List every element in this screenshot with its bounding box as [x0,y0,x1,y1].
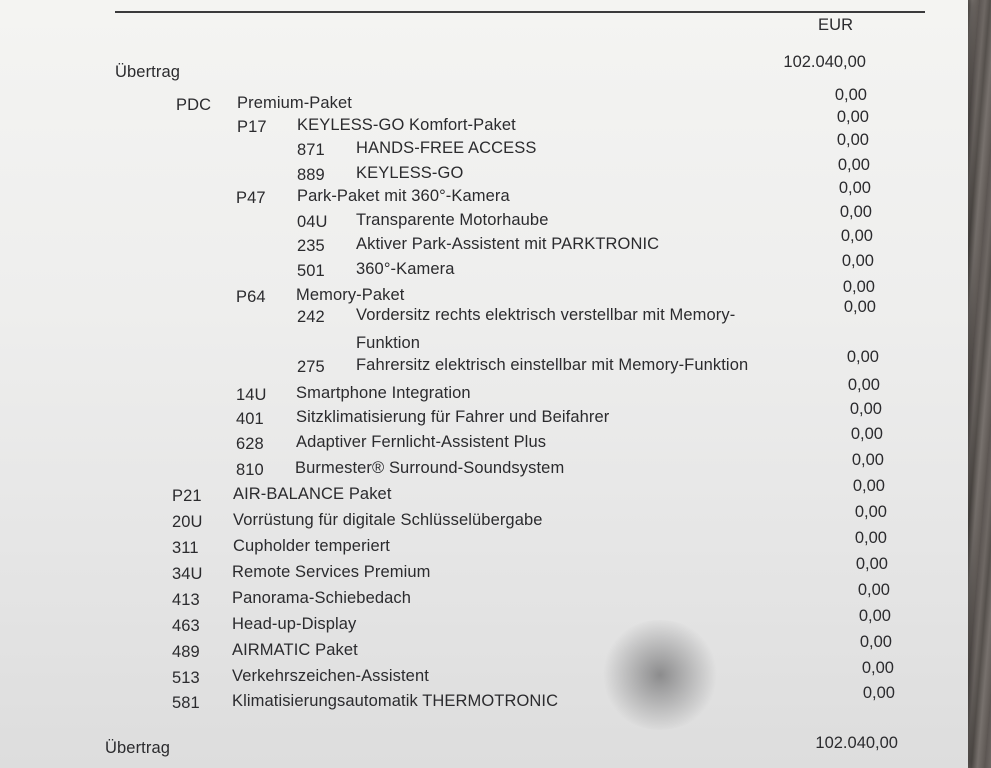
row-amount: 0,00 [834,86,867,104]
row-description: AIRMATIC Paket [232,641,358,659]
row-description: Adaptiver Fernlicht-Assistent Plus [296,433,547,451]
row-description: KEYLESS-GO Komfort-Paket [297,116,516,134]
row-description: Smartphone Integration [296,384,471,402]
row-code: P64 [236,288,266,306]
row-amount: 0,00 [839,203,872,221]
carry-over-top-amount: 102.040,00 [783,53,866,71]
row-amount: 0,00 [850,425,883,443]
row-code: 513 [172,669,200,687]
row-description-continued: Funktion [356,334,421,352]
row-amount: 0,00 [861,659,894,677]
row-code: 34U [172,565,203,583]
row-description: Fahrersitz elektrisch einstellbar mit Memory-Funktion [356,356,749,374]
row-code: 463 [172,617,200,635]
row-code: 871 [297,141,325,159]
row-description: KEYLESS-GO [356,164,464,182]
finger-shadow [600,620,720,730]
row-code: 20U [172,513,203,531]
row-amount: 0,00 [855,555,888,573]
row-description: Park-Paket mit 360°-Kamera [297,187,510,205]
row-code: 489 [172,643,200,661]
row-description: Sitzklimatisierung für Fahrer und Beifahrer [296,408,610,426]
row-amount: 0,00 [854,529,887,547]
row-amount: 0,00 [862,684,895,702]
row-code: 242 [297,308,325,326]
row-description: Klimatisierungsautomatik THERMOTRONIC [232,692,559,710]
carry-over-bottom-label: Übertrag [105,739,170,757]
row-code: P17 [237,118,267,136]
row-description: AIR-BALANCE Paket [233,485,392,503]
row-code: 275 [297,358,325,376]
header-rule [115,11,925,13]
row-code: 235 [297,237,325,255]
row-amount: 0,00 [836,108,869,126]
row-description: 360°-Kamera [356,260,455,278]
row-description: Panorama-Schiebedach [232,589,412,607]
carry-over-top-label: Übertrag [115,63,180,81]
row-amount: 0,00 [852,477,885,495]
row-code: 889 [297,166,325,184]
row-code: 413 [172,591,200,609]
row-description: Premium-Paket [237,94,352,112]
row-description: Vordersitz rechts elektrisch verstellbar mit Memory- [356,306,736,324]
row-amount: 0,00 [857,581,890,599]
row-code: 401 [236,410,264,428]
row-description: Burmester® Surround-Soundsystem [295,459,565,477]
row-code: PDC [176,96,212,114]
row-amount: 0,00 [847,376,880,394]
row-amount: 0,00 [841,252,874,270]
row-amount: 0,00 [842,278,875,296]
row-description: Vorrüstung für digitale Schlüsselübergabe [233,511,543,529]
row-description: Memory-Paket [296,286,405,304]
row-amount: 0,00 [849,400,882,418]
row-code: P47 [236,189,266,207]
row-description: Verkehrszeichen-Assistent [232,667,429,685]
row-amount: 0,00 [838,179,871,197]
row-code: 04U [297,213,328,231]
row-code: 581 [172,694,200,712]
row-description: HANDS-FREE ACCESS [356,139,537,157]
row-amount: 0,00 [854,503,887,521]
row-amount: 0,00 [851,451,884,469]
row-code: P21 [172,487,202,505]
row-code: 311 [172,539,199,557]
row-description: Cupholder temperiert [233,537,390,555]
row-code: 501 [297,262,325,280]
row-amount: 0,00 [840,227,873,245]
row-amount: 0,00 [836,131,869,149]
row-amount: 0,00 [858,607,891,625]
row-code: 810 [236,461,264,479]
currency-label: EUR [818,16,854,34]
row-description: Aktiver Park-Assistent mit PARKTRONIC [356,235,660,253]
row-description: Head-up-Display [232,615,357,633]
row-code: 628 [236,435,264,453]
row-amount: 0,00 [859,633,892,651]
row-description: Remote Services Premium [232,563,431,581]
row-amount: 0,00 [837,156,870,174]
row-amount: 0,00 [843,298,876,316]
row-amount: 0,00 [846,348,879,366]
row-code: 14U [236,386,267,404]
carry-over-bottom-amount: 102.040,00 [815,734,898,752]
row-description: Transparente Motorhaube [356,211,549,229]
